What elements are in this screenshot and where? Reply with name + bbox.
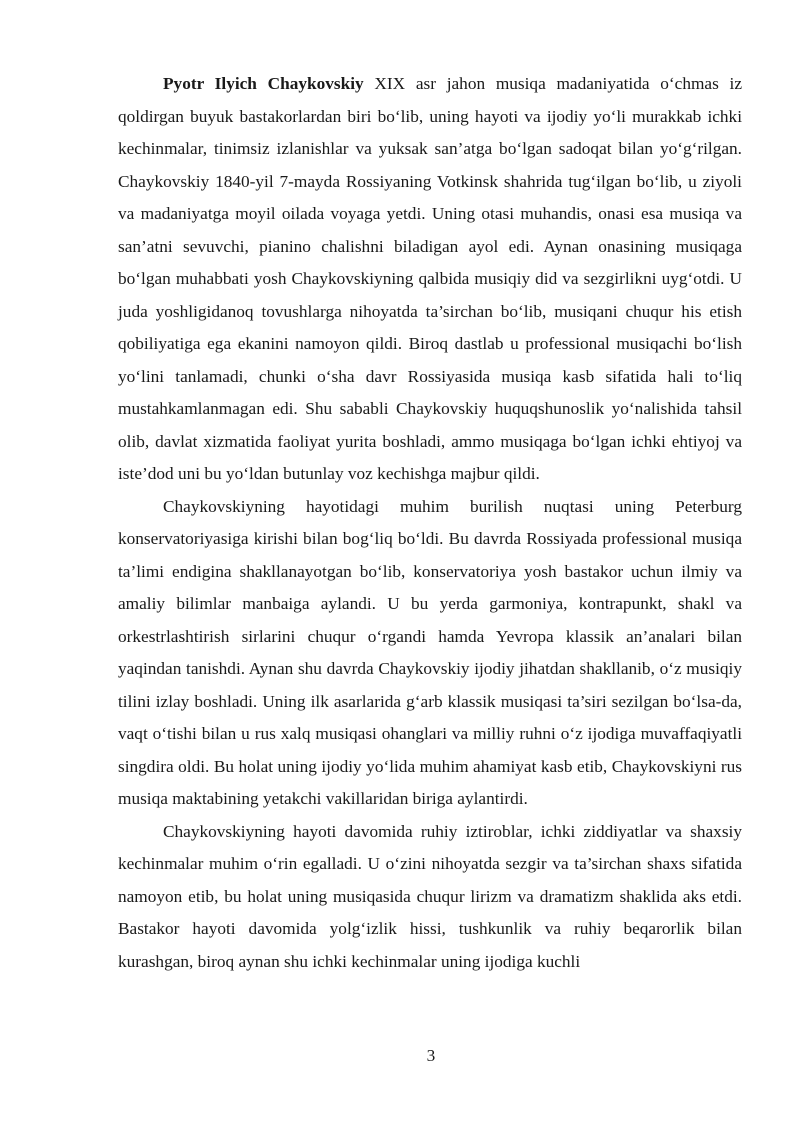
paragraph-3-text: Chaykovskiyning hayoti davomida ruhiy iztiroblar, ichki ziddiyatlar va shaxsiy kechinmalar muhim o‘rin egalladi. U o‘zini nihoyatda sezgir va ta’sirchan shaxs sifatida namoyon etib, bu holat uning musiqasida chuqur lirizm va dramatizm shaklida aks etdi. Bastakor hayoti davomida yolg‘izlik hissi, tushkunlik va ruhiy beqarorlik bilan kurashgan, biroq aynan shu ichki kechinmalar uning ijodiga kuchli (118, 821, 742, 971)
paragraph-2-text: Chaykovskiyning hayotidagi muhim burilish nuqtasi uning Peterburg konservatoriyasiga kirishi bilan bog‘liq bo‘ldi. Bu davrda Rossiyada professional musiqa ta’limi endigina shakllanayotgan bo‘lib, konservatoriya yosh bastakor uchun ilmiy va amaliy bilimlar manbaiga aylandi. U bu yerda garmoniya, kontrapunkt, shakl va orkestrlashtirish sirlarini chuqur o‘rgandi hamda Yevropa klassik an’analari bilan yaqindan tanishdi. Aynan shu davrda Chaykovskiy ijodiy jihatdan shakllanib, o‘z musiqiy tilini izlay boshladi. Uning ilk asarlarida g‘arb klassik musiqasi ta’siri sezilgan bo‘lsa-da, vaqt o‘tishi bilan u rus xalq musiqasi ohanglari va milliy ruhni o‘z ijodiga muvaffaqiyatli singdira oldi. Bu holat uning ijodiy yo‘lida muhim ahamiyat kasb etib, Chaykovskiyni rus musiqa maktabining yetakchi vakillaridan biriga aylantirdi. (118, 496, 742, 808)
paragraph-3 (118, 816, 742, 979)
document-body (118, 68, 742, 978)
paragraph-2 (118, 491, 742, 816)
paragraph-1-lead: Pyotr Ilyich Chaykovskiy (163, 74, 364, 93)
paragraph-1-text: XIX asr jahon musiqa madaniyatida o‘chmas iz qoldirgan buyuk bastakorlardan biri bo‘lib, uning hayoti va ijodiy yo‘li murakkab ichki kechinmalar, tinimsiz izlanishlar va yuksak san’atga bo‘lgan sadoqat bilan yo‘g‘rilgan. Chaykovskiy 1840-yil 7-mayda Rossiyaning Votkinsk shahrida tug‘ilgan bo‘lib, u ziyoli va madaniyatga moyil oilada voyaga yetdi. Uning otasi muhandis, onasi esa musiqa va san’atni sevuvchi, pianino chalishni biladigan ayol edi. Aynan onasining musiqaga bo‘lgan muhabbati yosh Chaykovskiyning qalbida musiqiy did va sezgirlikni uyg‘otdi. U juda yoshligidanoq tovushlarga nihoyatda ta’sirchan bo‘lib, musiqani chuqur his etish qobiliyatiga ega ekanini namoyon qildi. Biroq dastlab u professional musiqachi bo‘lish yo‘lini tanlamadi, chunki o‘sha davr Rossiyasida musiqa kasb sifatida hali to‘liq mustahkamlanmagan edi. Shu sababli Chaykovskiy huquqshunoslik yo‘nalishida tahsil olib, davlat xizmatida faoliyat yurita boshladi, ammo musiqaga bo‘lgan ichki ehtiyoj va iste’dod uni bu yo‘ldan butunlay voz kechishga majbur qildi. (118, 74, 742, 483)
page-number: 3 (426, 1046, 436, 1065)
paragraph-1 (118, 68, 742, 491)
